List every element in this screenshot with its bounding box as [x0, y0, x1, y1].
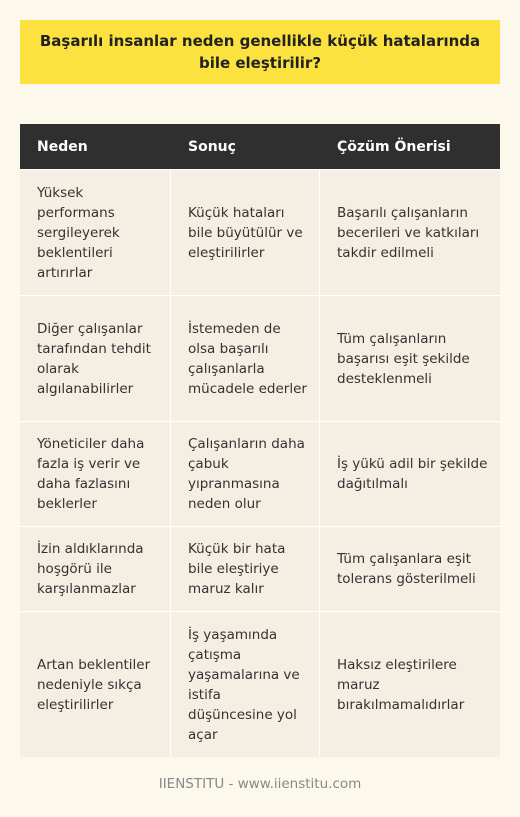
- cell-sonuc: İstemeden de olsa başarılı çalışanlarla mücadele ederler: [171, 296, 320, 421]
- cell-sonuc: Küçük bir hata bile eleştiriye maruz kalır: [171, 527, 320, 611]
- cell-sonuc: Çalışanların daha çabuk yıpranmasına neden olur: [171, 422, 320, 526]
- title-banner: [20, 20, 500, 84]
- cell-neden: Artan beklentiler nedeniyle sıkça eleştirilirler: [20, 612, 171, 757]
- cell-cozum: Tüm çalışanların başarısı eşit şekilde desteklenmeli: [337, 330, 470, 387]
- header-neden: Neden: [37, 138, 88, 155]
- cell-cozum: İş yükü adil bir şekilde dağıtılmalı: [337, 456, 488, 492]
- header-sonuc: Sonuç: [188, 138, 236, 155]
- header-cozum: Çözüm Önerisi: [337, 138, 451, 155]
- cell-neden: Diğer çalışanlar tarafından tehdit olarak algılanabilirler: [20, 296, 171, 421]
- cell-cozum: Başarılı çalışanların becerileri ve katkıları takdir edilmeli: [337, 204, 480, 261]
- table-row: [20, 611, 500, 757]
- page-title: Başarılı insanlar neden genellikle küçük hatalarında bile eleştirilir?: [39, 32, 481, 72]
- cell-sonuc: Küçük hataları bile büyütülür ve eleştirilirler: [171, 170, 320, 295]
- table-row: [20, 169, 500, 295]
- cell-neden: İzin aldıklarında hoşgörü ile karşılanmazlar: [20, 527, 171, 611]
- reasons-table: [20, 124, 500, 757]
- cell-cozum: Tüm çalışanlara eşit tolerans gösterilmeli: [337, 551, 476, 587]
- table-row: [20, 421, 500, 526]
- cell-sonuc: İş yaşamında çatışma yaşamalarına ve istifa düşüncesine yol açar: [171, 612, 320, 757]
- table-row: [20, 295, 500, 421]
- cell-cozum: Haksız eleştirilere maruz bırakılmamalıdırlar: [337, 656, 465, 713]
- table-header: [20, 124, 500, 169]
- table-row: [20, 526, 500, 611]
- cell-neden: Yöneticiler daha fazla iş verir ve daha fazlasını beklerler: [20, 422, 171, 526]
- footer-credit: IIENSTITU - www.iienstitu.com: [158, 776, 362, 792]
- cell-neden: Yüksek performans sergileyerek beklentileri artırırlar: [20, 170, 171, 295]
